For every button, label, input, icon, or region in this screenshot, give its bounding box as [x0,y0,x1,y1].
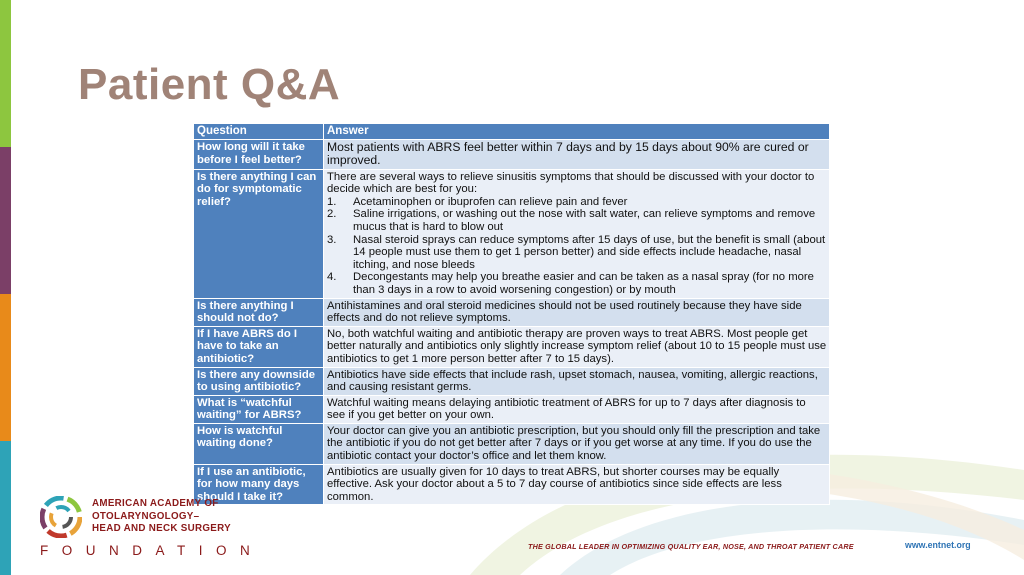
qa-table [193,123,830,505]
answer-cell: Antibiotics are usually given for 10 days to treat ABRS, but shorter courses may be equally effective. Ask your doctor about a 5 to 7 day course of antibiotics since side effects are less common. [324,465,829,505]
question-cell: What is “watchful waiting” for ABRS? [194,396,323,423]
answer-cell: Antihistamines and oral steroid medicines should not be used routinely because they have side effects and do not relieve symptoms. [324,299,829,326]
column-header-question: Question [194,124,323,139]
question-cell: If I have ABRS do I have to take an antibiotic? [194,327,323,367]
table-row [194,396,829,423]
answer-intro: There are several ways to relieve sinusitis symptoms that should be discussed with your doctor to decide which are best for you: [327,170,815,196]
question-cell: Is there any downside to using antibiotic? [194,368,323,395]
list-item: 3. Nasal steroid sprays can reduce symptoms after 15 days of use, but the benefit is small (about 14 people must use them to get 1 person better) and side effects include headache, nasal itching, and nose bleeds [327,233,826,271]
list-item: 1. Acetaminophen or ibuprofen can relieve pain and fever [327,195,628,208]
question-cell: Is there anything I can do for symptomatic relief? [194,170,323,298]
page-title: Patient Q&A [78,60,341,109]
website-link[interactable]: www.entnet.org [905,540,971,550]
question-cell: Is there anything I should not do? [194,299,323,326]
question-cell: How long will it take before I feel better? [194,140,323,168]
table-row [194,327,829,367]
answer-cell [324,170,829,298]
relief-list [327,196,827,297]
org-name-line: AMERICAN ACADEMY OF [92,498,219,509]
table-row [194,299,829,326]
footer-tagline: THE GLOBAL LEADER IN OPTIMIZING QUALITY EAR, NOSE, AND THROAT PATIENT CARE [528,542,854,551]
answer-cell: Most patients with ABRS feel better within 7 days and by 15 days about 90% are cured or improved. [324,140,829,168]
question-cell: How is watchful waiting done? [194,424,323,464]
org-name [92,498,231,536]
foundation-wordmark: FOUNDATION [40,543,264,558]
aao-hns-swirl-logo-icon [40,496,82,538]
list-item: 2. Saline irrigations, or washing out the nose with salt water, can relieve symptoms and remove mucus that is hard to blow out [327,208,816,233]
column-header-answer: Answer [324,124,829,139]
answer-cell: No, both watchful waiting and antibiotic therapy are proven ways to treat ABRS. Most people get better naturally and antibiotics only slightly increase symptom relief (about 10 to 15 people must use antibiotics to get 1 more person better after 7 to 15 days). [324,327,829,367]
table-row [194,368,829,395]
org-name-line: HEAD AND NECK SURGERY [92,523,231,534]
answer-cell: Your doctor can give you an antibiotic prescription, but you should only fill the prescription and take the antibiotic if you do not get better after 7 days or if you get worse at any time. If you do use the antibiotic contact your doctor’s office and let them know. [324,424,829,464]
table-row [194,424,829,464]
question-cell: If I use an antibiotic, for how many days should I take it? [194,465,323,505]
list-item: 4. Decongestants may help you breathe easier and can be taken as a nasal spray (for no more than 3 days in a row to avoid worsening congestion) or by mouth [327,271,814,296]
table-row [194,140,829,168]
answer-cell: Watchful waiting means delaying antibiotic treatment of ABRS for up to 7 days after diagnosis to see if you get better on your own. [324,396,829,423]
org-name-line: OTOLARYNGOLOGY– [92,510,200,522]
answer-cell: Antibiotics have side effects that include rash, upset stomach, nausea, vomiting, allergic reactions, and causing resistant germs. [324,368,829,395]
table-header-row [194,124,829,139]
table-row [194,465,829,505]
table-row [194,170,829,298]
